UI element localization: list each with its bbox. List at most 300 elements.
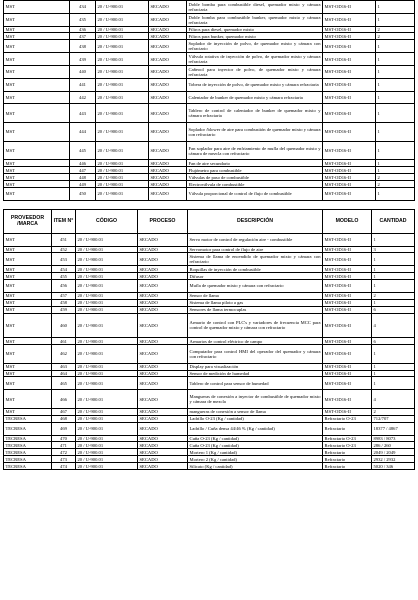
cell-item: 436 <box>70 26 96 33</box>
cell-modelo: MST-OD16-II <box>323 160 376 167</box>
cell-codigo: 20 / U-900.01 <box>76 246 138 253</box>
table-row <box>4 104 415 123</box>
cell-proceso: SECADO <box>138 449 188 456</box>
table-row <box>4 306 415 313</box>
cell-codigo: 20 / U-900.01 <box>76 363 138 370</box>
cell-proveedor: MST <box>4 174 70 181</box>
cell-cantidad: 2 <box>372 292 415 299</box>
cell-item: 451 <box>52 233 76 246</box>
cell-proceso: SECADO <box>149 160 187 167</box>
cell-codigo: 20 / U-900.01 <box>96 167 149 174</box>
cell-proveedor: MST <box>4 233 52 246</box>
cell-codigo: 20 / U-900.01 <box>76 456 138 463</box>
cell-descripcion: Fan de aire secundario <box>187 160 323 167</box>
cell-modelo: MST-OD16-II <box>323 338 372 345</box>
cell-item: 454 <box>52 266 76 273</box>
cell-item: 471 <box>52 442 76 449</box>
cell-modelo: Refractario <box>323 449 372 456</box>
cell-item: 453 <box>52 253 76 266</box>
cell-modelo: MST-OD16-II <box>323 123 376 142</box>
cell-item: 469 <box>52 422 76 435</box>
cell-descripcion: Soplador de inyección de polvo, de quemador mixto y cámara con refractario <box>188 41 321 52</box>
header-proceso: PROCESO <box>138 209 188 233</box>
cell-modelo: MST-OD16-II <box>323 78 376 91</box>
cell-cantidad: 1 <box>376 104 415 123</box>
table-row <box>4 187 415 200</box>
cell-cantidad: 1 <box>376 1 415 14</box>
cell-modelo: MST-OD16-II <box>323 13 376 26</box>
cell-modelo: MST-OD16-II <box>323 33 376 40</box>
cell-proceso: SECADO <box>149 33 187 40</box>
cell-modelo: MST-OD16-II <box>323 246 372 253</box>
table-row <box>4 370 415 377</box>
cell-descripcion: Mangueras de conexión a inyector de combustible de quemador mixto y cámara de mezcla <box>188 390 323 409</box>
cell-cantidad: 1 <box>376 65 415 78</box>
table-row <box>4 141 415 160</box>
cell-codigo: 20 / U-900.01 <box>76 306 138 313</box>
cell-proceso: SECADO <box>149 187 187 200</box>
cell-cantidad: 712/707 <box>372 415 415 422</box>
document-page <box>3 0 414 470</box>
cell-proveedor: MST <box>4 181 70 188</box>
cell-descripcion: Computador para control HMI del operador del quemador y cámara con refractario <box>188 345 323 364</box>
cell-proceso: SECADO <box>138 442 188 449</box>
cell-cantidad: 1 <box>372 370 415 377</box>
table-row <box>4 442 415 449</box>
equipment-table-top <box>3 0 415 201</box>
cell-modelo: MST-OD16-II <box>323 187 376 200</box>
cell-codigo: 20 / U-900.01 <box>76 377 138 390</box>
cell-proceso: SECADO <box>138 233 188 246</box>
cell-codigo: 20 / U-900.01 <box>96 104 149 123</box>
cell-cantidad: 1 <box>376 13 415 26</box>
cell-descripcion: Armarios de control eléctrico de campo <box>188 338 323 345</box>
cell-codigo: 20 / U-900.01 <box>96 65 149 78</box>
cell-descripcion: Mortero 2 (Kg / cantidad) <box>188 456 323 463</box>
table-row <box>4 33 415 40</box>
table-row <box>4 377 415 390</box>
header-codigo: CÓDIGO <box>76 209 138 233</box>
cell-proceso: SECADO <box>138 292 188 299</box>
cell-codigo: 20 / U-900.01 <box>76 273 138 280</box>
table-row <box>4 390 415 409</box>
cell-codigo: 20 / U-900.01 <box>76 292 138 299</box>
cell-modelo: MST-OD16-II <box>323 363 372 370</box>
table-row <box>4 435 415 442</box>
table-row <box>4 167 415 174</box>
cell-item: 457 <box>52 292 76 299</box>
cell-proceso: SECADO <box>138 377 188 390</box>
cell-item: 455 <box>52 273 76 280</box>
cell-item: 459 <box>52 306 76 313</box>
cell-item: 463 <box>52 363 76 370</box>
cell-codigo: 20 / U-900.01 <box>96 174 149 181</box>
cell-item: 465 <box>52 377 76 390</box>
cell-descripcion: Armario de control con PLC's y variadores de frecuencia MCC para control de quemador mixto y cámara con refractario <box>188 313 323 338</box>
cell-descripcion: Sistema de llama de encendido de quemador mixto y cámara con refractario <box>189 254 321 265</box>
table-header-row <box>4 209 415 233</box>
cell-codigo: 20 / U-900.01 <box>76 370 138 377</box>
cell-descripcion: Servomotor para control de flujo de aire <box>188 246 323 253</box>
cell-cantidad: 4 <box>372 313 415 338</box>
cell-proceso: SECADO <box>138 306 188 313</box>
cell-cantidad: 4 <box>372 390 415 409</box>
cell-proceso: SECADO <box>149 181 187 188</box>
cell-codigo: 20 / U-900.01 <box>76 299 138 306</box>
cell-modelo: Refractario O-23 <box>323 415 372 422</box>
cell-modelo: Refractario O-23 <box>323 442 372 449</box>
cell-modelo: MST-OD16-II <box>323 167 376 174</box>
cell-cantidad: 2 <box>376 181 415 188</box>
table-row <box>4 174 415 181</box>
cell-descripcion: Válvulas de paso de combustible <box>187 174 323 181</box>
cell-descripcion: Doble bomba para combustible diesel, quemador mixto y cámara refractaria <box>188 1 321 12</box>
cell-proveedor: MST <box>4 345 52 364</box>
cell-modelo: MST-OD16-II <box>323 292 372 299</box>
cell-cantidad: 1 <box>376 78 415 91</box>
cell-modelo: MST-OD16-II <box>323 280 372 293</box>
cell-modelo: MST-OD16-II <box>323 299 372 306</box>
cell-proveedor: MST <box>4 141 70 160</box>
cell-item: 434 <box>70 1 96 14</box>
cell-item: 442 <box>70 91 96 104</box>
cell-descripcion: mangueras de conexión a sensor de llama <box>188 408 323 415</box>
cell-proceso: SECADO <box>138 415 188 422</box>
cell-codigo: 20 / U-900.01 <box>76 463 138 470</box>
table-row <box>4 26 415 33</box>
table-row <box>4 253 415 266</box>
cell-modelo: MST-OD16-II <box>323 266 372 273</box>
cell-descripcion: Mortero 1 (Kg / cantidad) <box>188 449 323 456</box>
cell-item: 474 <box>52 463 76 470</box>
cell-proveedor: MST <box>4 370 52 377</box>
cell-cantidad: 1 <box>376 160 415 167</box>
cell-proveedor: MST <box>4 53 70 66</box>
cell-proveedor: TECRESA <box>4 456 52 463</box>
cell-modelo: Refractario <box>323 422 372 435</box>
cell-proveedor: MST <box>4 13 70 26</box>
cell-cantidad: 1 <box>372 299 415 306</box>
table-row <box>4 338 415 345</box>
cell-cantidad: 1 <box>376 123 415 142</box>
cell-item: 461 <box>52 338 76 345</box>
cell-item: 450 <box>70 187 96 200</box>
cell-item: 458 <box>52 299 76 306</box>
table-row <box>4 233 415 246</box>
cell-modelo: Refractario <box>323 463 372 470</box>
cell-descripcion: Filtros para bunker, quemador mixto <box>187 33 323 40</box>
cell-proceso: SECADO <box>149 65 187 78</box>
table-row <box>4 415 415 422</box>
cell-modelo: MST-OD16-II <box>323 306 372 313</box>
cell-codigo: 20 / U-900.01 <box>96 160 149 167</box>
cell-item: 472 <box>52 449 76 456</box>
cell-codigo: 20 / U-900.01 <box>76 422 138 435</box>
cell-item: 468 <box>52 415 76 422</box>
cell-cantidad: 1 <box>372 345 415 364</box>
cell-proceso: SECADO <box>149 174 187 181</box>
table-row <box>4 422 415 435</box>
cell-modelo: MST-OD16-II <box>323 233 372 246</box>
cell-proceso: SECADO <box>149 141 187 160</box>
cell-proveedor: MST <box>4 253 52 266</box>
cell-proceso: SECADO <box>138 456 188 463</box>
cell-item: 441 <box>70 78 96 91</box>
cell-item: 447 <box>70 167 96 174</box>
cell-codigo: 20 / U-900.01 <box>96 53 149 66</box>
cell-codigo: 20 / U-900.01 <box>76 449 138 456</box>
cell-descripcion: Difusor <box>188 273 323 280</box>
cell-codigo: 20 / U-900.01 <box>76 313 138 338</box>
cell-cantidad: 5020 / 346 <box>372 463 415 470</box>
cell-proveedor: MST <box>4 338 52 345</box>
cell-item: 470 <box>52 435 76 442</box>
cell-modelo: MST-OD16-II <box>323 408 372 415</box>
cell-modelo: MST-OD16-II <box>323 65 376 78</box>
cell-cantidad: 1 <box>372 363 415 370</box>
cell-proceso: SECADO <box>149 104 187 123</box>
table-row <box>4 1 415 14</box>
cell-proveedor: MST <box>4 273 52 280</box>
cell-codigo: 20 / U-900.01 <box>76 253 138 266</box>
cell-item: 443 <box>70 104 96 123</box>
cell-proveedor: MST <box>4 187 70 200</box>
cell-proceso: SECADO <box>138 280 188 293</box>
cell-proceso: SECADO <box>149 167 187 174</box>
cell-cantidad: 18377 / 4867 <box>372 422 415 435</box>
table-top-body <box>4 1 415 201</box>
cell-item: 466 <box>52 390 76 409</box>
table-row <box>4 408 415 415</box>
cell-proveedor: MST <box>4 363 52 370</box>
cell-proceso: SECADO <box>138 363 188 370</box>
cell-cantidad: 2 <box>372 408 415 415</box>
table-row <box>4 65 415 78</box>
table-row <box>4 181 415 188</box>
table-row <box>4 363 415 370</box>
cell-cantidad: 1 <box>372 233 415 246</box>
cell-cantidad: 8983 / 8073 <box>372 435 415 442</box>
table-row <box>4 91 415 104</box>
table-row <box>4 292 415 299</box>
cell-descripcion: Sensor de llama <box>188 292 323 299</box>
header-cantidad: CANTIDAD <box>372 209 415 233</box>
cell-descripcion: Filtros para diesel, quemador mixto <box>187 26 323 33</box>
header-proveedor: PROVEEDOR /MARCA <box>4 209 52 233</box>
cell-proveedor: MST <box>4 299 52 306</box>
cell-proveedor: TECRESA <box>4 449 52 456</box>
table-row <box>4 13 415 26</box>
cell-proceso: SECADO <box>138 370 188 377</box>
cell-codigo: 20 / U-900.01 <box>96 78 149 91</box>
cell-descripcion: Silicato (Kg / cantidad) <box>188 463 323 470</box>
table-row <box>4 273 415 280</box>
cell-proveedor: TECRESA <box>4 442 52 449</box>
cell-codigo: 20 / U-900.01 <box>96 40 149 53</box>
cell-descripcion: Flujómetro para combustible <box>187 167 323 174</box>
table-bottom-body <box>4 233 415 469</box>
cell-codigo: 20 / U-900.01 <box>96 13 149 26</box>
cell-codigo: 20 / U-900.01 <box>96 187 149 200</box>
cell-cantidad: 6 <box>372 338 415 345</box>
cell-codigo: 20 / U-900.01 <box>76 345 138 364</box>
cell-item: 449 <box>70 181 96 188</box>
cell-item: 460 <box>52 313 76 338</box>
cell-cantidad: 1 <box>372 273 415 280</box>
cell-descripcion: Tablero de control para sensor de humedad <box>188 377 323 390</box>
cell-cantidad: 1 <box>372 377 415 390</box>
cell-descripcion: Electroválvula de combustible <box>187 181 323 188</box>
cell-modelo: MST-OD16-II <box>323 53 376 66</box>
cell-proveedor: TECRESA <box>4 415 52 422</box>
table-row <box>4 53 415 66</box>
cell-descripcion: Ladrillo / Cuña densa 44/46 % (Kg / cantidad) <box>188 422 323 435</box>
cell-cantidad: 1 <box>376 53 415 66</box>
cell-proveedor: MST <box>4 160 70 167</box>
cell-cantidad: 2049 / 2049 <box>372 449 415 456</box>
cell-modelo: MST-OD16-II <box>323 181 376 188</box>
cell-descripcion: Servo motor de control de regulación aire - combustible <box>188 233 323 246</box>
cell-proceso: SECADO <box>138 390 188 409</box>
cell-proceso: SECADO <box>138 273 188 280</box>
cell-codigo: 20 / U-900.01 <box>96 1 149 14</box>
cell-codigo: 20 / U-900.01 <box>76 408 138 415</box>
cell-cantidad: 1 <box>372 280 415 293</box>
table-row <box>4 280 415 293</box>
table-row <box>4 266 415 273</box>
cell-cantidad: 2932 / 2932 <box>372 456 415 463</box>
cell-proceso: SECADO <box>138 435 188 442</box>
cell-item: 438 <box>70 40 96 53</box>
cell-proveedor: MST <box>4 408 52 415</box>
cell-item: 473 <box>52 456 76 463</box>
cell-item: 440 <box>70 65 96 78</box>
table-row <box>4 40 415 53</box>
cell-item: 446 <box>70 160 96 167</box>
cell-descripcion: Sistema de llama piloto a gas <box>188 299 323 306</box>
cell-proveedor: MST <box>4 246 52 253</box>
table-row <box>4 299 415 306</box>
cell-cantidad: 1 <box>372 253 415 266</box>
cell-proveedor: MST <box>4 167 70 174</box>
cell-item: 437 <box>70 33 96 40</box>
cell-proceso: SECADO <box>149 53 187 66</box>
cell-descripcion: Tablero de control de calentador de bunker de quemador mixto y cámara refractaria <box>187 104 323 123</box>
cell-cantidad: 2 <box>376 33 415 40</box>
table-row <box>4 246 415 253</box>
cell-proveedor: MST <box>4 266 52 273</box>
cell-item: 452 <box>52 246 76 253</box>
cell-item: 462 <box>52 345 76 364</box>
cell-codigo: 20 / U-900.01 <box>76 390 138 409</box>
table-row <box>4 123 415 142</box>
cell-proceso: SECADO <box>138 345 188 364</box>
table-row <box>4 463 415 470</box>
cell-descripcion: Display para visualización <box>188 363 323 370</box>
cell-cantidad: 1 <box>376 141 415 160</box>
cell-proveedor: MST <box>4 306 52 313</box>
cell-proveedor: MST <box>4 91 70 104</box>
cell-item: 439 <box>70 53 96 66</box>
cell-descripcion: Cañeool para inyector de polvo, de quemador mixto y cámara refractaria <box>188 66 321 77</box>
cell-item: 445 <box>70 141 96 160</box>
cell-cantidad: 1 <box>376 91 415 104</box>
cell-proceso: SECADO <box>149 40 187 53</box>
cell-codigo: 20 / U-900.01 <box>76 442 138 449</box>
cell-proceso: SECADO <box>149 123 187 142</box>
cell-descripcion: Fan soplador para aire de enfriamiento de mufla del quemador mixto y cámara de mezcla con refractario <box>187 141 323 160</box>
cell-modelo: MST-OD16-II <box>323 253 372 266</box>
cell-modelo: MST-OD16-II <box>323 390 372 409</box>
cell-codigo: 20 / U-900.01 <box>76 338 138 345</box>
cell-item: 464 <box>52 370 76 377</box>
cell-modelo: Refractario O-23 <box>323 435 372 442</box>
cell-modelo: MST-OD16-II <box>323 273 372 280</box>
cell-proveedor: MST <box>4 313 52 338</box>
cell-descripcion: Doble bomba para combustible bunker, quemador mixto y cámara refractaria <box>188 14 321 25</box>
cell-proveedor: MST <box>4 280 52 293</box>
cell-cantidad: 286 / 260 <box>372 442 415 449</box>
cell-codigo: 20 / U-900.01 <box>76 415 138 422</box>
cell-proveedor: MST <box>4 33 70 40</box>
cell-proceso: SECADO <box>149 26 187 33</box>
cell-cantidad: 1 <box>376 40 415 53</box>
cell-cantidad: 1 <box>376 167 415 174</box>
cell-proceso: SECADO <box>138 313 188 338</box>
cell-codigo: 20 / U-900.01 <box>76 233 138 246</box>
cell-proveedor: TECRESA <box>4 435 52 442</box>
cell-descripcion: Sensor de medición de humedad <box>188 370 323 377</box>
cell-descripcion: Boquillas de inyección de combustible <box>188 266 323 273</box>
cell-codigo: 20 / U-900.01 <box>76 435 138 442</box>
cell-codigo: 20 / U-900.01 <box>96 26 149 33</box>
cell-proceso: SECADO <box>138 338 188 345</box>
cell-descripcion: Válvula proporcional de control de flujo de combustible <box>187 187 323 200</box>
table-row <box>4 160 415 167</box>
cell-proceso: SECADO <box>138 408 188 415</box>
equipment-table-bottom <box>3 209 415 470</box>
cell-descripcion: Ladrillo O-23 (Kg / cantidad) <box>188 415 323 422</box>
table-row <box>4 449 415 456</box>
cell-modelo: MST-OD16-II <box>323 1 376 14</box>
cell-modelo: MST-OD16-II <box>323 377 372 390</box>
cell-codigo: 20 / U-900.01 <box>96 91 149 104</box>
cell-proveedor: MST <box>4 65 70 78</box>
cell-proveedor: TECRESA <box>4 463 52 470</box>
cell-proveedor: MST <box>4 123 70 142</box>
table-row <box>4 345 415 364</box>
cell-cantidad: 1 <box>376 187 415 200</box>
table-gap <box>3 201 414 209</box>
cell-cantidad: 3 <box>372 246 415 253</box>
cell-proceso: SECADO <box>138 266 188 273</box>
cell-codigo: 20 / U-900.01 <box>96 123 149 142</box>
cell-proveedor: MST <box>4 26 70 33</box>
cell-codigo: 20 / U-900.01 <box>96 33 149 40</box>
cell-item: 456 <box>52 280 76 293</box>
cell-modelo: Refractario <box>323 456 372 463</box>
cell-cantidad: 1 <box>372 266 415 273</box>
cell-proveedor: MST <box>4 1 70 14</box>
cell-proveedor: MST <box>4 377 52 390</box>
cell-item: 448 <box>70 174 96 181</box>
cell-proceso: SECADO <box>138 246 188 253</box>
cell-proceso: SECADO <box>149 13 187 26</box>
cell-proceso: SECADO <box>138 253 188 266</box>
cell-modelo: MST-OD16-II <box>323 141 376 160</box>
cell-descripcion: Mufla de quemador mixto y cámara con refractario <box>188 280 323 293</box>
cell-modelo: MST-OD16-II <box>323 345 372 364</box>
